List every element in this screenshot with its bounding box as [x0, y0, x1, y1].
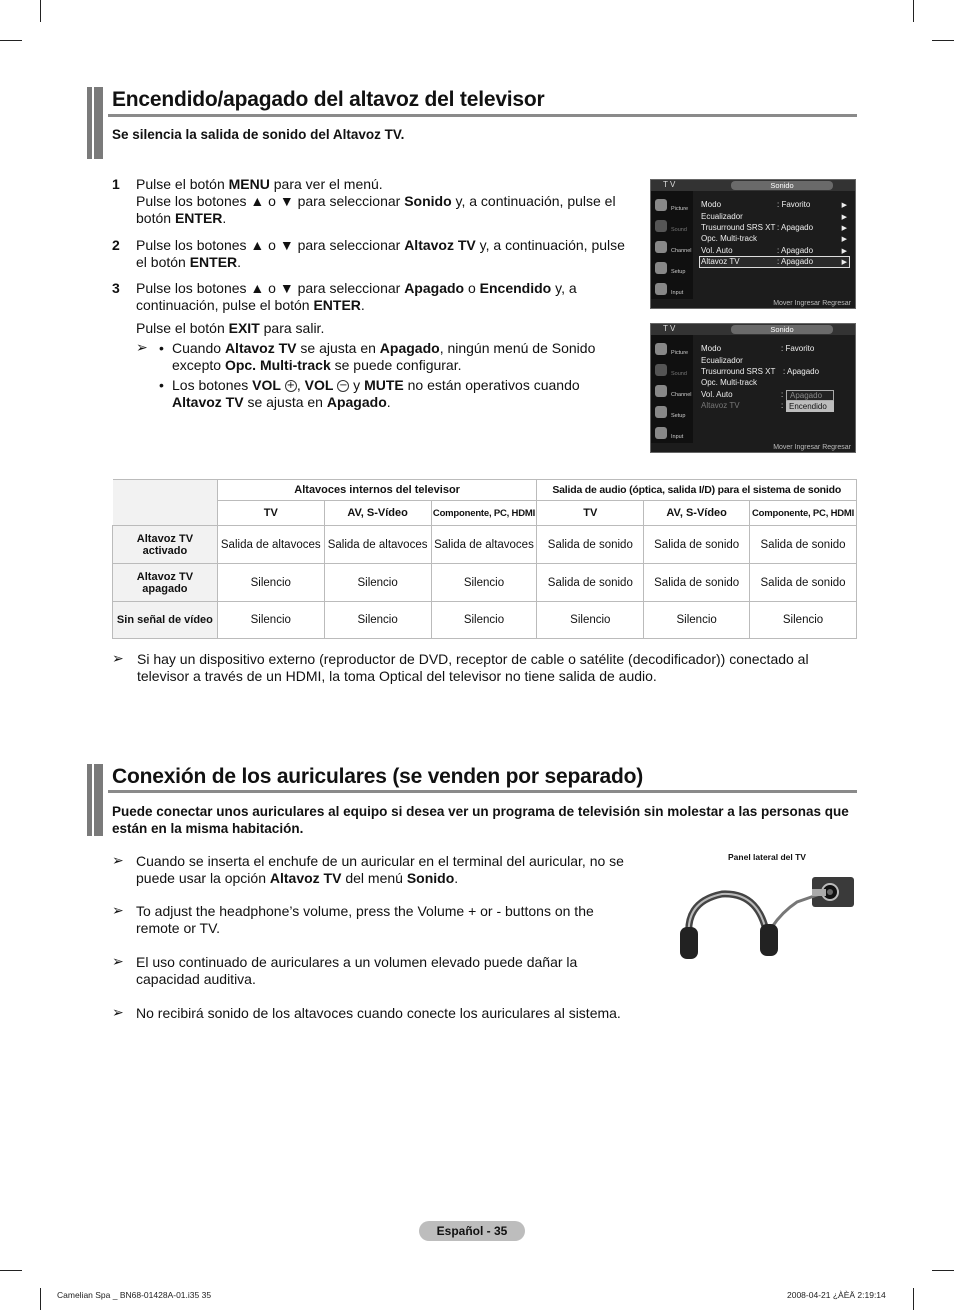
bullet: •	[159, 377, 164, 393]
note-arrow-icon: ➢	[112, 903, 124, 919]
table-cell: Salida de sonido	[644, 526, 750, 564]
table-group-header: Altavoces internos del televisor	[217, 480, 537, 501]
osd-value: : Apagado	[783, 367, 820, 376]
note-arrow-icon: ➢	[112, 954, 124, 970]
crop-mark	[0, 40, 22, 41]
setup-icon	[655, 262, 667, 274]
headband	[689, 894, 768, 944]
note-arrow-icon: ➢	[112, 853, 124, 869]
arrow-right-icon: ▶	[841, 225, 847, 232]
table-row-label: Sin señal de vídeo	[113, 602, 218, 639]
table-cell: Silencio	[217, 602, 324, 639]
osd-value: : Apagado	[777, 246, 814, 255]
table-cell: Salida de altavoces	[324, 526, 431, 564]
osd-option-selected: Encendido	[786, 401, 834, 412]
section-rule	[108, 790, 857, 793]
table-cell: Silencio	[750, 602, 857, 639]
table-cell: Salida de sonido	[750, 564, 857, 602]
table-cell: Silencio	[217, 564, 324, 602]
table-col-header: AV, S-Vídeo	[324, 501, 431, 526]
arrow-right-icon: ▶	[841, 259, 847, 266]
note-text: No recibirá sonido de los altavoces cuando conecte los auriculares al sistema.	[136, 1005, 621, 1021]
setup-icon	[655, 406, 667, 418]
step-number: 3	[112, 280, 120, 296]
osd-row: Modo	[701, 200, 722, 209]
osd-row: Trusurround SRS XT	[701, 223, 776, 232]
note-text: Cuando se inserta el enchufe de un auricular en el terminal del auricular, no se puede usar la opción Altavoz TV del menú Sonido.	[136, 853, 624, 886]
osd-value: : Favorito	[781, 344, 815, 353]
arrow-right-icon: ▶	[841, 202, 847, 209]
section-bar	[87, 764, 103, 836]
sound-icon	[655, 364, 667, 376]
note-arrow-icon: ➢	[112, 1005, 124, 1021]
osd-value: : Apagado	[777, 223, 814, 232]
table-cell: Silencio	[324, 602, 431, 639]
osd-sidebar	[651, 191, 693, 299]
note-text: To adjust the headphone’s volume, press the Volume + or - buttons on the remote or TV.	[136, 903, 594, 936]
note-arrow-icon: ➢	[112, 651, 124, 667]
section-bar	[87, 87, 103, 159]
table-row	[113, 564, 857, 602]
arrow-right-icon: ▶	[841, 214, 847, 221]
osd-row: Opc. Multi-track	[701, 234, 758, 243]
crop-mark	[932, 40, 954, 41]
osd-sidebar	[651, 335, 693, 443]
table-note: Si hay un dispositivo externo (reproductor de DVD, receptor de cable o satélite (decodificador)) conectado al televisor a través de un HDMI, la toma Optical del televisor no tiene salida de audio.	[137, 651, 809, 684]
osd-side-input: Input	[653, 425, 691, 445]
picture-icon	[655, 199, 667, 211]
osd-row: Opc. Multi-track	[701, 378, 758, 387]
table-cell: Silencio	[431, 602, 537, 639]
sound-icon	[655, 220, 667, 232]
table-col-header: TV	[217, 501, 324, 526]
input-icon	[655, 283, 667, 295]
note-text: Cuando Altavoz TV se ajusta en Apagado, ningún menú de Sonido excepto Opc. Multi-track se puede configurar.	[172, 340, 596, 373]
osd-header: Sonido	[731, 325, 833, 334]
headphones-illustration	[672, 872, 858, 962]
plus-icon: +	[286, 380, 296, 392]
left-earcup	[680, 927, 698, 959]
table-cell: Salida de sonido	[537, 526, 644, 564]
osd-row: Ecualizador	[701, 356, 743, 365]
osd-row: Ecualizador	[701, 212, 743, 221]
crop-mark	[913, 0, 914, 22]
osd-row: Modo	[701, 344, 722, 353]
section-title: Conexión de los auriculares (se venden por separado)	[112, 765, 644, 788]
step-number: 1	[112, 176, 120, 192]
table-cell: Silencio	[324, 564, 431, 602]
osd-footer: Mover Ingresar Regresar	[773, 444, 851, 451]
table-col-header: AV, S-Vídeo	[644, 501, 750, 526]
osd-side-sound: Sound	[653, 362, 691, 382]
note-text: El uso continuado de auriculares a un volumen elevado puede dañar la capacidad auditiva.	[136, 954, 578, 987]
osd-value: :	[781, 390, 784, 399]
table-col-header: TV	[537, 501, 644, 526]
picture-icon	[655, 343, 667, 355]
section-rule	[108, 114, 857, 117]
table-col-header: Componente, PC, HDMI	[750, 501, 857, 526]
page-number-badge: Español - 35	[419, 1221, 525, 1241]
osd-menu-screen	[650, 323, 856, 453]
osd-side-setup: Setup	[653, 404, 691, 424]
osd-side-input: Input	[653, 281, 691, 301]
channel-icon	[655, 241, 667, 253]
section-lead: Puede conectar unos auriculares al equipo si desea ver un programa de televisión sin molestar a las personas que están en la misma habitación.	[112, 804, 849, 836]
table-row	[113, 602, 857, 639]
note-arrow-icon: ➢	[136, 340, 148, 356]
exit-text: Pulse el botón EXIT para salir.	[136, 320, 325, 336]
step-3-text: Pulse los botones ▲ o ▼ para seleccionar Apagado o Encendido y, a continuación, pulse el botón ENTER.	[136, 280, 577, 313]
crop-mark	[40, 1288, 41, 1310]
panel-label: Panel lateral del TV	[728, 852, 806, 862]
osd-row: Vol. Auto	[701, 390, 733, 399]
bullet: •	[159, 340, 164, 356]
osd-side-channel: Channel	[653, 239, 691, 259]
arrow-right-icon: ▶	[841, 236, 847, 243]
osd-value: :	[781, 401, 784, 410]
print-file-info: Camelian Spa _ BN68-01428A-01.i35 35	[57, 1290, 212, 1300]
osd-header: Sonido	[731, 181, 833, 190]
table-cell: Salida de altavoces	[217, 526, 324, 564]
channel-icon	[655, 385, 667, 397]
osd-value: : Apagado	[777, 257, 814, 266]
table-cell: Salida de sonido	[537, 564, 644, 602]
osd-side-channel: Channel	[653, 383, 691, 403]
table-row-label: Altavoz TV apagado	[113, 564, 218, 602]
right-earcup	[760, 924, 778, 956]
table-cell: Salida de altavoces	[431, 526, 537, 564]
jack-hole	[827, 889, 833, 895]
speaker-output-table	[112, 479, 857, 639]
crop-mark	[932, 1270, 954, 1271]
osd-row: Trusurround SRS XT	[701, 367, 776, 376]
step-number: 2	[112, 237, 120, 253]
table-cell: Silencio	[431, 564, 537, 602]
osd-side-picture: Picture	[653, 341, 691, 361]
table-row-label: Altavoz TV activado	[113, 526, 218, 564]
osd-row-selected: Altavoz TV	[701, 257, 740, 266]
table-cell: Silencio	[537, 602, 644, 639]
osd-value: : Favorito	[777, 200, 811, 209]
table-group-header: Salida de audio (óptica, salida I/D) para el sistema de sonido	[537, 480, 857, 501]
print-date-info: 2008-04-21 ¿ÀÈÄ 2:19:14	[787, 1290, 886, 1300]
step-1-text: Pulse el botón MENU para ver el menú. Pulse los botones ▲ o ▼ para seleccionar Sonido y, a continuación, pulse el botón ENTER.	[136, 176, 616, 226]
table-col-header: Componente, PC, HDMI	[431, 501, 537, 526]
osd-source: T V	[663, 324, 676, 333]
step-2-text: Pulse los botones ▲ o ▼ para seleccionar Altavoz TV y, a continuación, pulse el botón ENTER.	[136, 237, 625, 270]
osd-side-sound: Sound	[653, 218, 691, 238]
note-text: Los botones VOL + , VOL − y MUTE no están operativos cuando Altavoz TV se ajusta en Apagado.	[172, 377, 580, 410]
table-cell: Salida de sonido	[750, 526, 857, 564]
osd-menu-screen	[650, 179, 856, 309]
osd-side-setup: Setup	[653, 260, 691, 280]
osd-option: Apagado	[786, 390, 834, 401]
osd-footer: Mover Ingresar Regresar	[773, 300, 851, 307]
headphone-plug	[812, 889, 826, 896]
crop-mark	[913, 1288, 914, 1310]
crop-mark	[0, 1270, 22, 1271]
osd-source: T V	[663, 180, 676, 189]
section-lead: Se silencia la salida de sonido del Altavoz TV.	[112, 127, 405, 142]
table-cell: Salida de sonido	[644, 564, 750, 602]
arrow-right-icon: ▶	[841, 248, 847, 255]
table-row	[113, 526, 857, 564]
section-title: Encendido/apagado del altavoz del televisor	[112, 88, 545, 111]
input-icon	[655, 427, 667, 439]
osd-row-dim: Altavoz TV	[701, 401, 740, 410]
osd-side-picture: Picture	[653, 197, 691, 217]
crop-mark	[40, 0, 41, 22]
table-corner	[113, 480, 218, 526]
minus-icon: −	[339, 380, 348, 392]
table-cell: Silencio	[644, 602, 750, 639]
osd-row: Vol. Auto	[701, 246, 733, 255]
